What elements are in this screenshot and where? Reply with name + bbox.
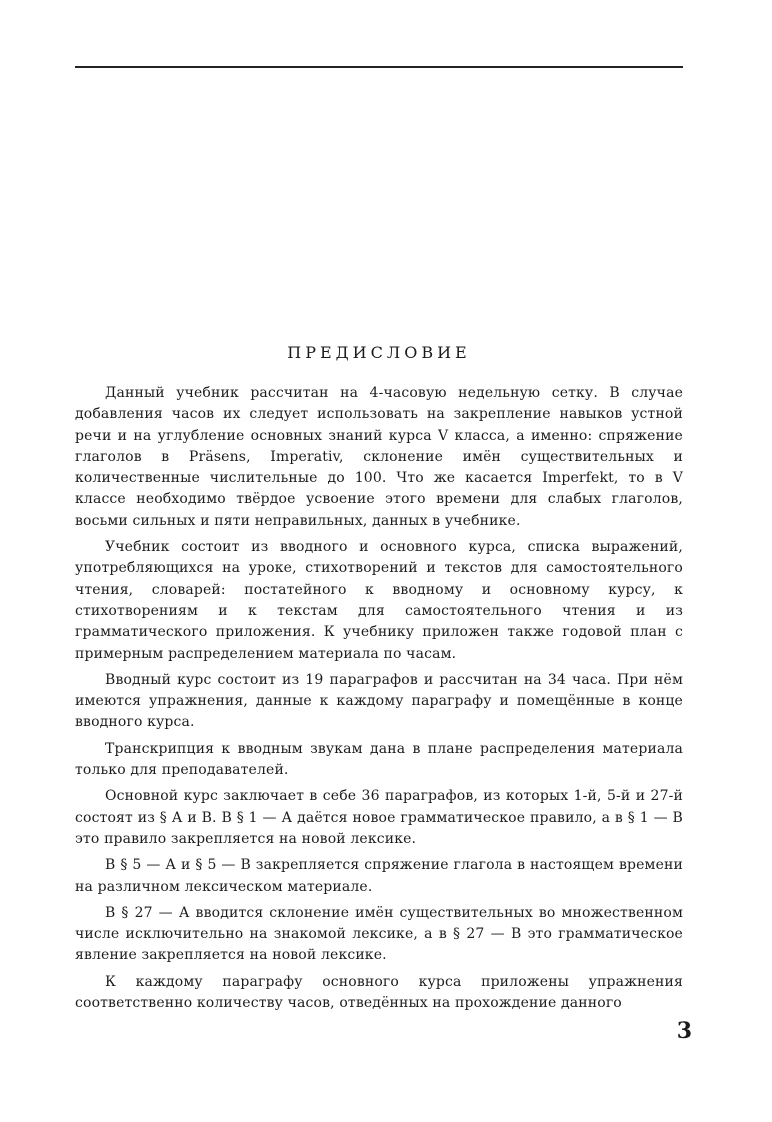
paragraph: Основной курс заключает в себе 36 параграфов, из которых 1-й, 5-й и 27-й состоят из § А и В. В § 1 — А даётся новое грамматическое правило, а в § 1 — В это правило закрепляется на новой лексике. <box>75 788 683 847</box>
paragraph: В § 27 — А вводится склонение имён существительных во множественном числе исключительно на знакомой лексике, а в § 27 — В это грамматическое явление закрепляется на новой лексике. <box>75 904 683 964</box>
paragraph: Учебник состоит из вводного и основного курса, списка выражений, употребляющихся на уроке, стихотворений и текстов для самостоятельного чтения, словарей: постатейного к вводному и основному курсу, к стихотворениям и к текстам для самостоятельного чтения и из грамматического приложения. К учебнику приложен также годовой план с примерным распределением материала по часам. <box>75 539 683 662</box>
paragraph: К каждому параграфу основного курса приложены упражнения соответственно количеству часов, отведённых на прохождение данного <box>75 973 683 1012</box>
top-rule <box>75 66 683 68</box>
paragraph: Данный учебник рассчитан на 4-часовую недельную сетку. В случае добавления часов их следует использовать на закрепление навыков устной речи и на углубление основных знаний курса V класса, а именно: спряжение глаголов в Präsens, Imperativ, склонение имён существительных и количественные числительные до 100. Что же касается Imperfekt, то в V классе необходимо твёрдое усвоение этого времени для слабых глаголов, восьми сильных и пяти неправильных, данных в учебнике. <box>75 385 683 529</box>
body-text <box>75 383 683 1019</box>
page-title: ПРЕДИСЛОВИЕ <box>287 343 471 362</box>
paragraph: В § 5 — А и § 5 — В закрепляется спряжение глагола в настоящем времени на различном лексическом материале. <box>75 857 683 895</box>
paragraph: Транскрипция к вводным звукам дана в плане распределения материала только для преподавателей. <box>75 740 683 779</box>
page-number: 3 <box>676 1018 692 1044</box>
paragraph: Вводный курс состоит из 19 параграфов и рассчитан на 34 часа. При нём имеются упражнения, данные к каждому параграфу и помещённые в конце вводного курса. <box>75 671 683 731</box>
